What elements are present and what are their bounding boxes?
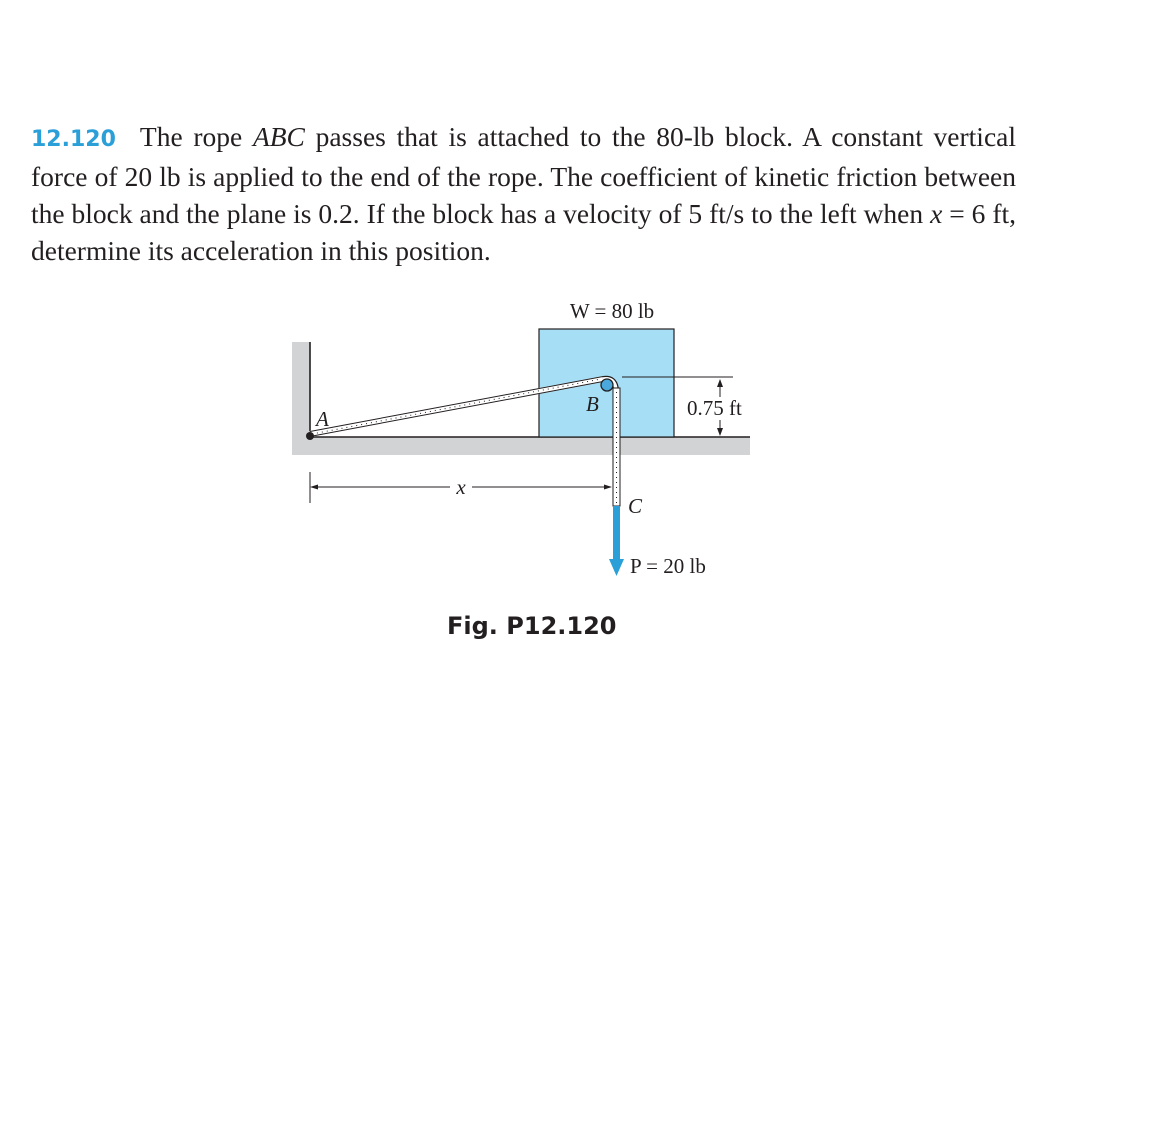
height-arrow-up-icon: [717, 379, 723, 387]
weight-label: W = 80 lb: [569, 299, 655, 323]
force-arrow-shaft: [613, 506, 620, 560]
force-arrow-head-icon: [609, 559, 624, 576]
ground: [292, 437, 750, 455]
problem-text-3: = 6 ft, determine its acceleration in this position.: [31, 198, 1017, 266]
anchor-point-a: [306, 432, 314, 440]
label-x: x: [456, 475, 466, 499]
figure-caption: Fig. P12.120: [447, 612, 617, 640]
x-arrow-left-icon: [310, 485, 318, 490]
force-label: P = 20 lb: [630, 554, 706, 578]
height-arrow-down-icon: [717, 428, 723, 436]
rope-name: ABC: [252, 121, 305, 152]
x-arrow-right-icon: [604, 485, 612, 490]
label-a: A: [316, 407, 329, 431]
label-c: C: [628, 494, 643, 518]
problem-number: 12.120: [31, 127, 116, 152]
label-b: B: [586, 392, 599, 416]
problem-text-1: The rope: [139, 121, 253, 152]
variable-x: x: [930, 198, 943, 229]
wall: [292, 342, 310, 438]
problem-text-2: passes that is attached to the 80-lb block. A constant vertical force of 20 lb is applied to the end of the rope. The coefficient of kinetic friction between the block and the plane is 0.2. If the block has a velocity of 5 ft/s to the left when: [31, 121, 1016, 229]
height-label: 0.75 ft: [687, 396, 742, 420]
pulley-icon: [601, 379, 613, 391]
